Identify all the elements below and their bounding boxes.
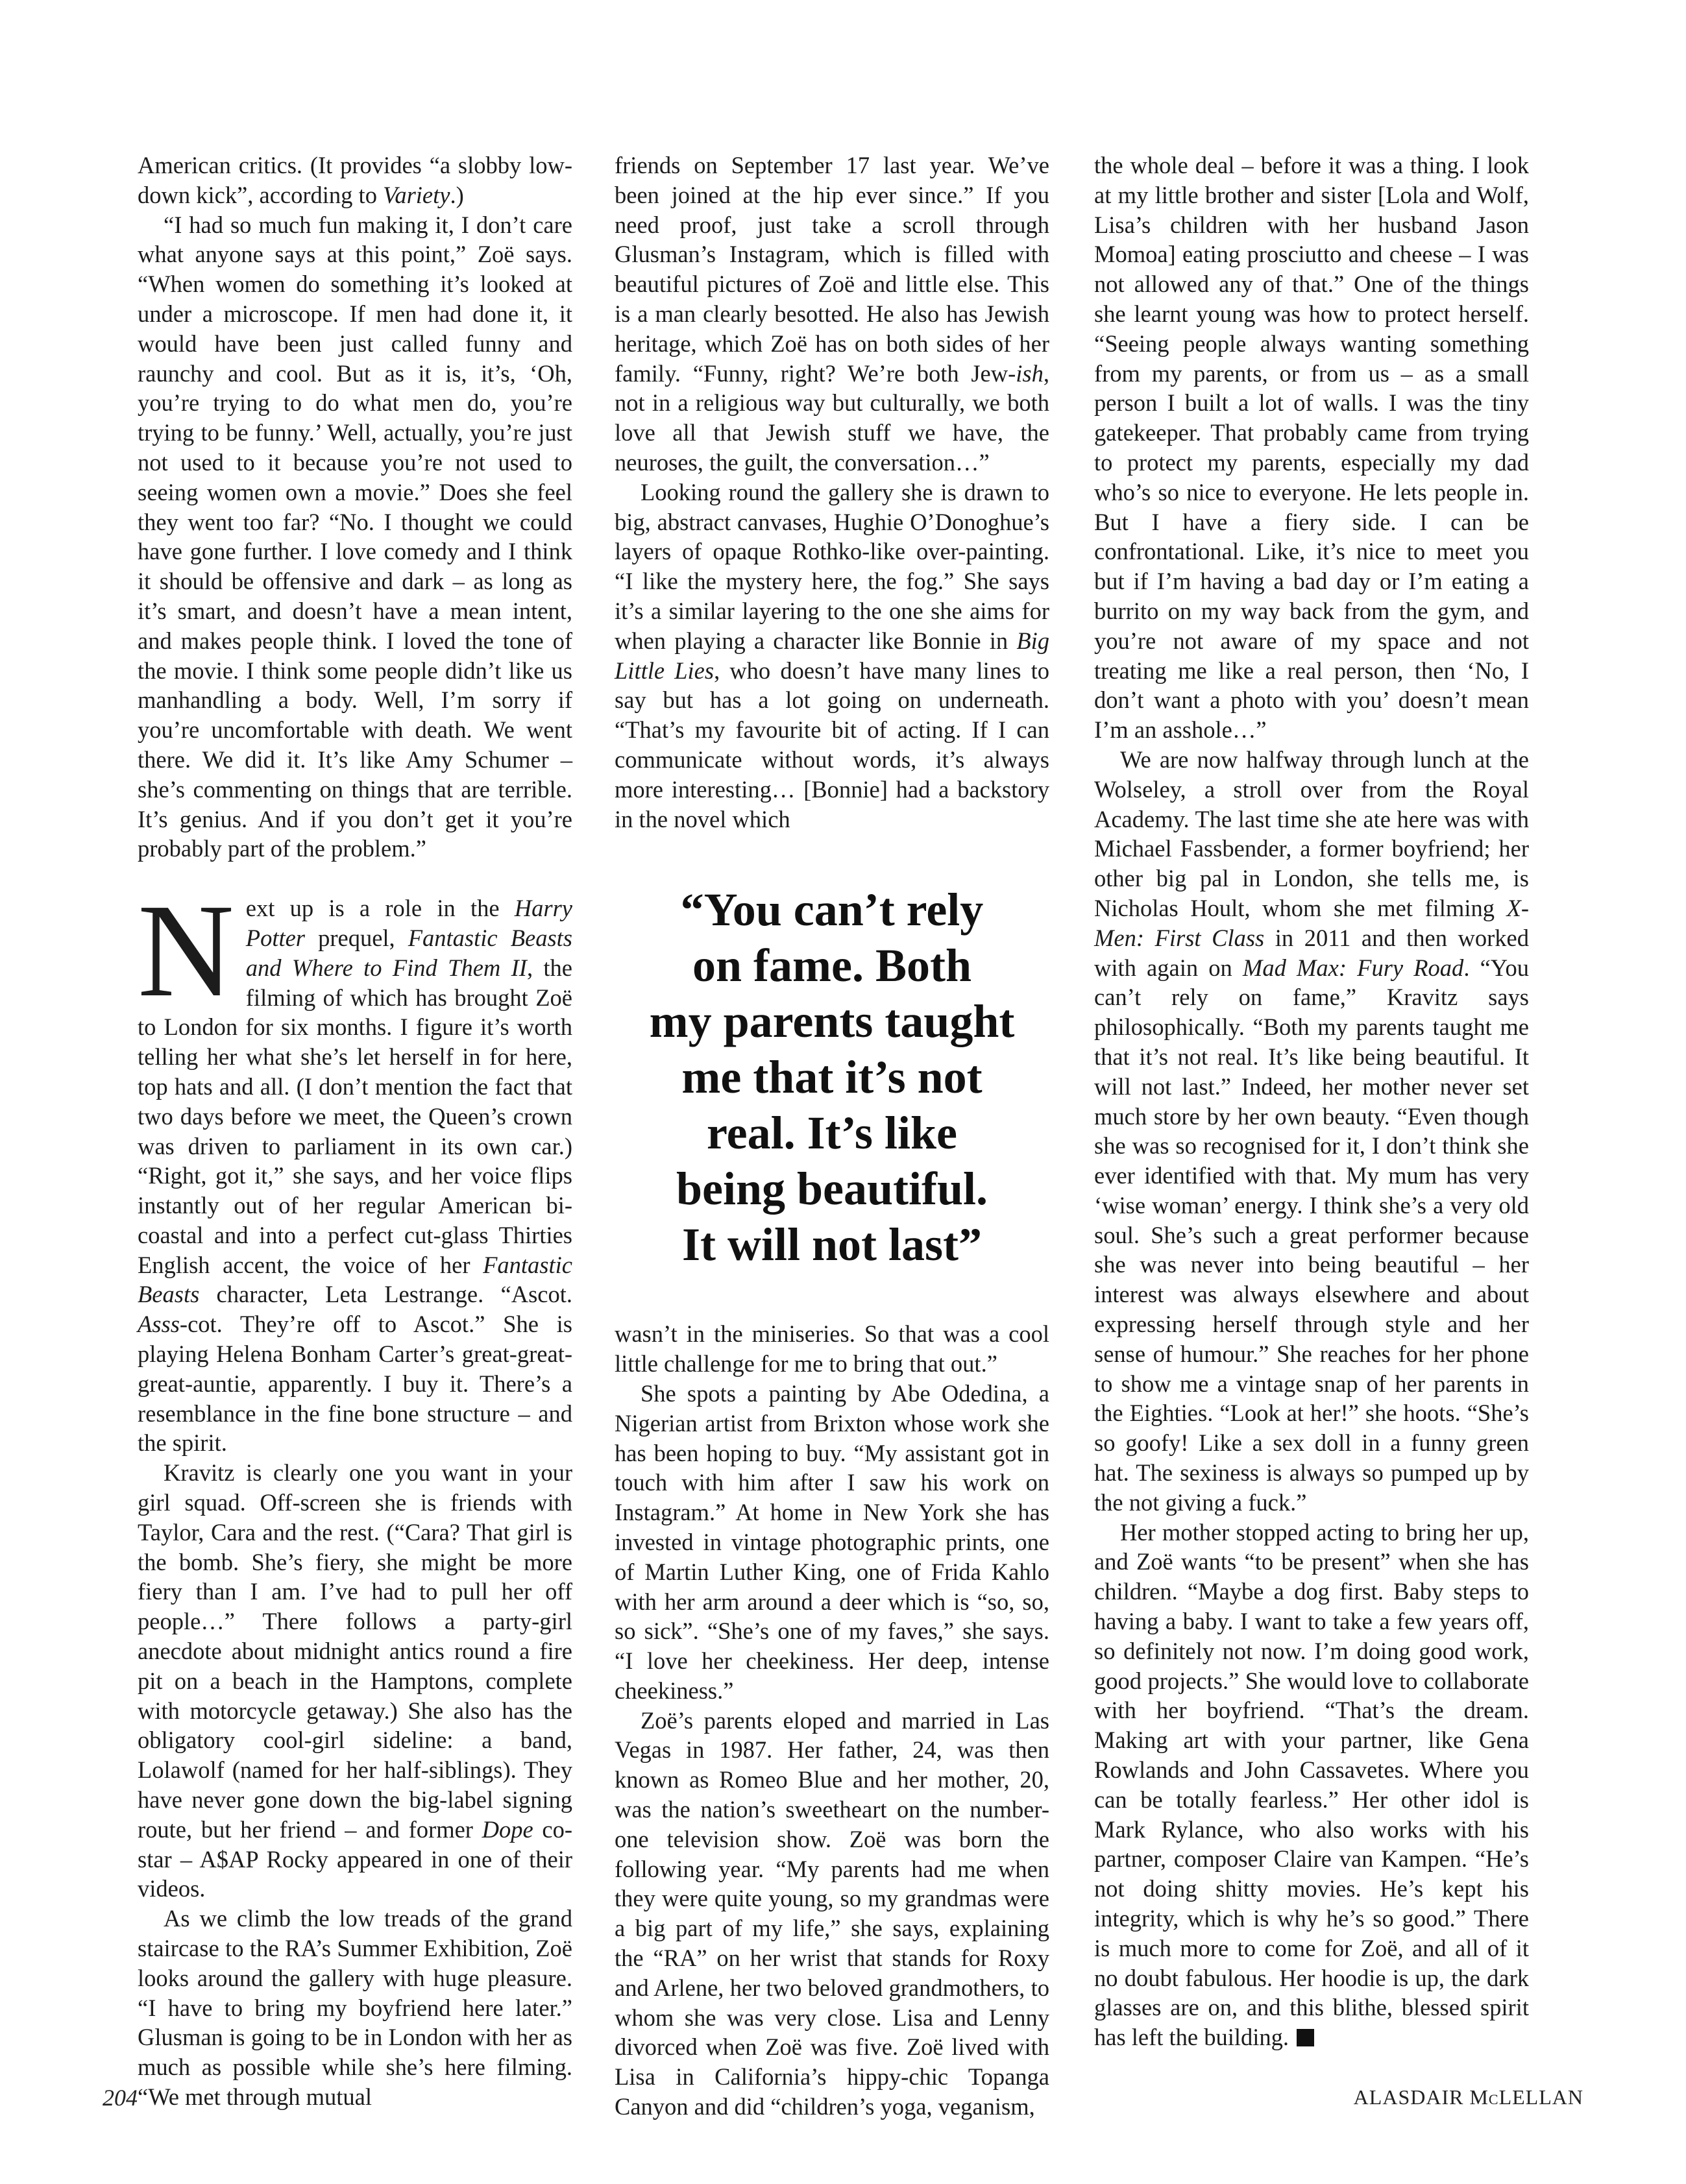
drop-cap-letter: N (138, 876, 234, 1025)
pull-quote-line: real. It’s like (707, 1107, 957, 1159)
end-mark-icon (1297, 2029, 1314, 2046)
paragraph: Her mother stopped acting to bring her up, and Zoë wants “to be present” when she has children. “Maybe a dog first. Baby steps to having a baby. I want to take a few years off, so definitely not now. I’m doing good work, good projects.” She would love to collaborate with her boyfriend. “That’s the dream. Making art with your partner, like Gena Rowlands and John Cassavetes. Where you can be totally fearless.” Her other idol is Mark Rylance, who also works with his partner, composer Claire van Kampen. “He’s not doing shitty movies. He’s kept his integrity, which is why he’s so good.” There is much more to come for Zoë, and all of it no doubt fabulous. Her hoodie is up, the dark glasses are on, and this blithe, blessed spirit has left the building. (1094, 1518, 1529, 2051)
article-column-3 (1094, 151, 1530, 2051)
pull-quote-line: “You can’t rely (680, 884, 984, 936)
pull-quote (615, 882, 1049, 1272)
paragraph: Kravitz is clearly one you want in your girl squad. Off-screen she is friends with Taylor, Cara and the rest. (“Cara? That girl is the bomb. She’s fiery, she might be more fiery than I am. I’ve had to pull her off people…” There follows a party-girl anecdote about midnight antics round a fire pit on a beach in the Hamptons, complete with motorcycle getaway.) She also has the obligatory cool-girl sideline: a band, Lolawolf (named for her half-siblings). They have never gone down the big-label signing route, but her friend – and former Dope co-star – A$AP Rocky appeared in one of their videos. (138, 1459, 573, 1902)
paragraph: As we climb the low treads of the grand staircase to the RA’s Summer Exhibition, Zoë looks around the gallery with huge pleasure. “I have to bring my boyfriend here later.” Glusman is going to be in London with her as much as possible while she’s here filming. “We met through mutual (138, 1905, 572, 2110)
pull-quote-line: me that it’s not (681, 1051, 983, 1104)
pull-quote-line: my parents taught (649, 995, 1015, 1048)
paragraph: Looking round the gallery she is drawn to big, abstract canvases, Hughie O’Donoghue’s layers of opaque Rothko-like over-painting. “I like the mystery here, the fog.” She says it’s a similar layering to the one she aims for when playing a character like Bonnie in Big Little Lies, who doesn’t have many lines to say but has a lot going on underneath. “That’s my favourite bit of acting. If I can communicate without words, it’s always more interesting… [Bonnie] had a backstory in the novel which (615, 478, 1049, 832)
paragraph: the whole deal – before it was a thing. I look at my little brother and sister [Lola and Wolf, Lisa’s children with her husband Jason Momoa] eating prosciutto and cheese – I was not allowed any of that.” One of the things she learnt young was how to protect herself. “Seeing people always wanting something from my parents, or from us – as a small person I built a lot of walls. I was the tiny gatekeeper. That probably came from trying to protect my parents, especially my dad who’s so nice to everyone. He lets people in. But I have a fiery side. I can be confrontational. Like, it’s nice to meet you but if I’m having a bad day or I’m eating a burrito on my way back from the gym, and you’re not aware of my space and not treating me like a real person, then ‘No, I don’t want a photo with you’ doesn’t mean I’m an asshole…” (1094, 152, 1529, 744)
article-column-1 (138, 151, 573, 2110)
paragraph: Zoë’s parents eloped and married in Las Vegas in 1987. Her father, 24, was then known as Romeo Blue and her mother, 20, was the nation’s sweetheart on the number-one television show. Zoë was born the following year. “My parents had me when they were quite young, so my grandmas were a big part of my life,” she says, explaining the “RA” on her wrist that stands for Roxy and Arlene, her two beloved grandmothers, to whom she was very close. Lisa and Lenny divorced when Zoë was five. Zoë lived with Lisa in California’s hippy-chic Topanga Canyon and did “children’s yoga, veganism, (615, 1706, 1049, 2120)
photo-credit: ALASDAIR McLELLAN (1353, 2085, 1583, 2109)
paragraph: friends on September 17 last year. We’ve been joined at the hip ever since.” If you need proof, just take a scroll through Glusman’s Instagram, which is filled with beautiful pictures of Zoë and little else. This is a man clearly besotted. He also has Jewish heritage, which Zoë has on both sides of her family. “Funny, right? We’re both Jew-ish, not in a religious way but culturally, we both love all that Jewish stuff we have, the neuroses, the guilt, the conversation…” (615, 152, 1049, 476)
paragraph: “I had so much fun making it, I don’t care what anyone says at this point,” Zoë says. “When women do something it’s looked at under a microscope. If men had done it, it would have been just called funny and raunchy and cool. But as it is, it’s, ‘Oh, you’re trying to do what men do, you’re trying to be funny.’ Well, actually, you’re just not used to it because you’re not used to seeing women own a movie.” Does she feel they went too far? “No. I thought we could have gone further. I love comedy and I think it should be offensive and dark – as long as it’s smart, and doesn’t have a mean intent, and makes people think. I loved the tone of the movie. I think some people didn’t like us manhandling a body. Well, I’m sorry if you’re uncomfortable with death. We went there. We did it. It’s like Amy Schumer – she’s commenting on things that are terrible. It’s genius. And if you don’t get it you’re probably part of the problem.” (138, 211, 572, 862)
paragraph: She spots a painting by Abe Odedina, a Nigerian artist from Brixton whose work she has been hoping to buy. “My assistant got in touch with him after I saw his work on Instagram.” At home in New York she has invested in vintage photographic prints, one of Martin Luther King, one of Frida Kahlo with her arm around a deer which is “so, so, so sick”. “She’s one of my faves,” she says. “I love her cheekiness. Her deep, intense cheekiness.” (615, 1379, 1049, 1704)
paragraph: wasn’t in the miniseries. So that was a cool little challenge for me to bring that out.” (615, 1320, 1049, 1377)
pull-quote-line: being beautiful. (676, 1163, 988, 1215)
pull-quote-line: It will not last” (681, 1219, 983, 1271)
paragraph: American critics. (It provides “a slobby low-down kick”, according to Variety.) (138, 152, 572, 208)
paragraph: We are now halfway through lunch at the Wolseley, a stroll over from the Royal Academy. The last time she ate here was with Michael Fassbender, a former boyfriend; her other big pal in London, she tells me, is Nicholas Hoult, whom she met filming X-Men: First Class in 2011 and then worked with again on Mad Max: Fury Road. “You can’t rely on fame,” Kravitz says philosophically. “Both my parents taught me that it’s not real. It’s like being beautiful. It will not last.” Indeed, her mother never set much store by her own beauty. “Even though she was so recognised for it, I don’t think she ever identified with that. My mum has very ‘wise woman’ energy. I think she’s a very old soul. She’s such a great performer because she was never into being beautiful – her interest was always elsewhere and about expressing herself through style and her sense of humour.” She reaches for her phone to show me a vintage snap of her parents in the Eighties. “Look at her!” she hoots. “She’s so goofy! Like a sex doll in a funny green hat. The sexiness is always so pumped up by the not giving a fuck.” (1094, 746, 1530, 1516)
page-number: 204 (103, 2085, 138, 2111)
article-column-2 (615, 151, 1049, 2120)
paragraph-dropcap: Next up is a role in the Harry Potter prequel, Fantastic Beasts and Where to Find Them II, the filming of which has brought Zoë to London for six months. I figure it’s worth telling her what she’s let herself in for here, top hats and all. (I don’t mention the fact that two days before we meet, the Queen’s crown was driven to parliament in its own car.) “Right, got it,” she says, and her voice flips instantly out of her regular American bi-coastal and into a perfect cut-glass Thirties English accent, the voice of her Fantastic Beasts character, Leta Lestrange. “Ascot. Asss-cot. They’re off to Ascot.” She is playing Helena Bonham Carter’s great-great-great-auntie, apparently. I buy it. There’s a resemblance in the fine bone structure – and the spirit. (138, 876, 573, 1457)
pull-quote-line: on fame. Both (692, 940, 971, 992)
